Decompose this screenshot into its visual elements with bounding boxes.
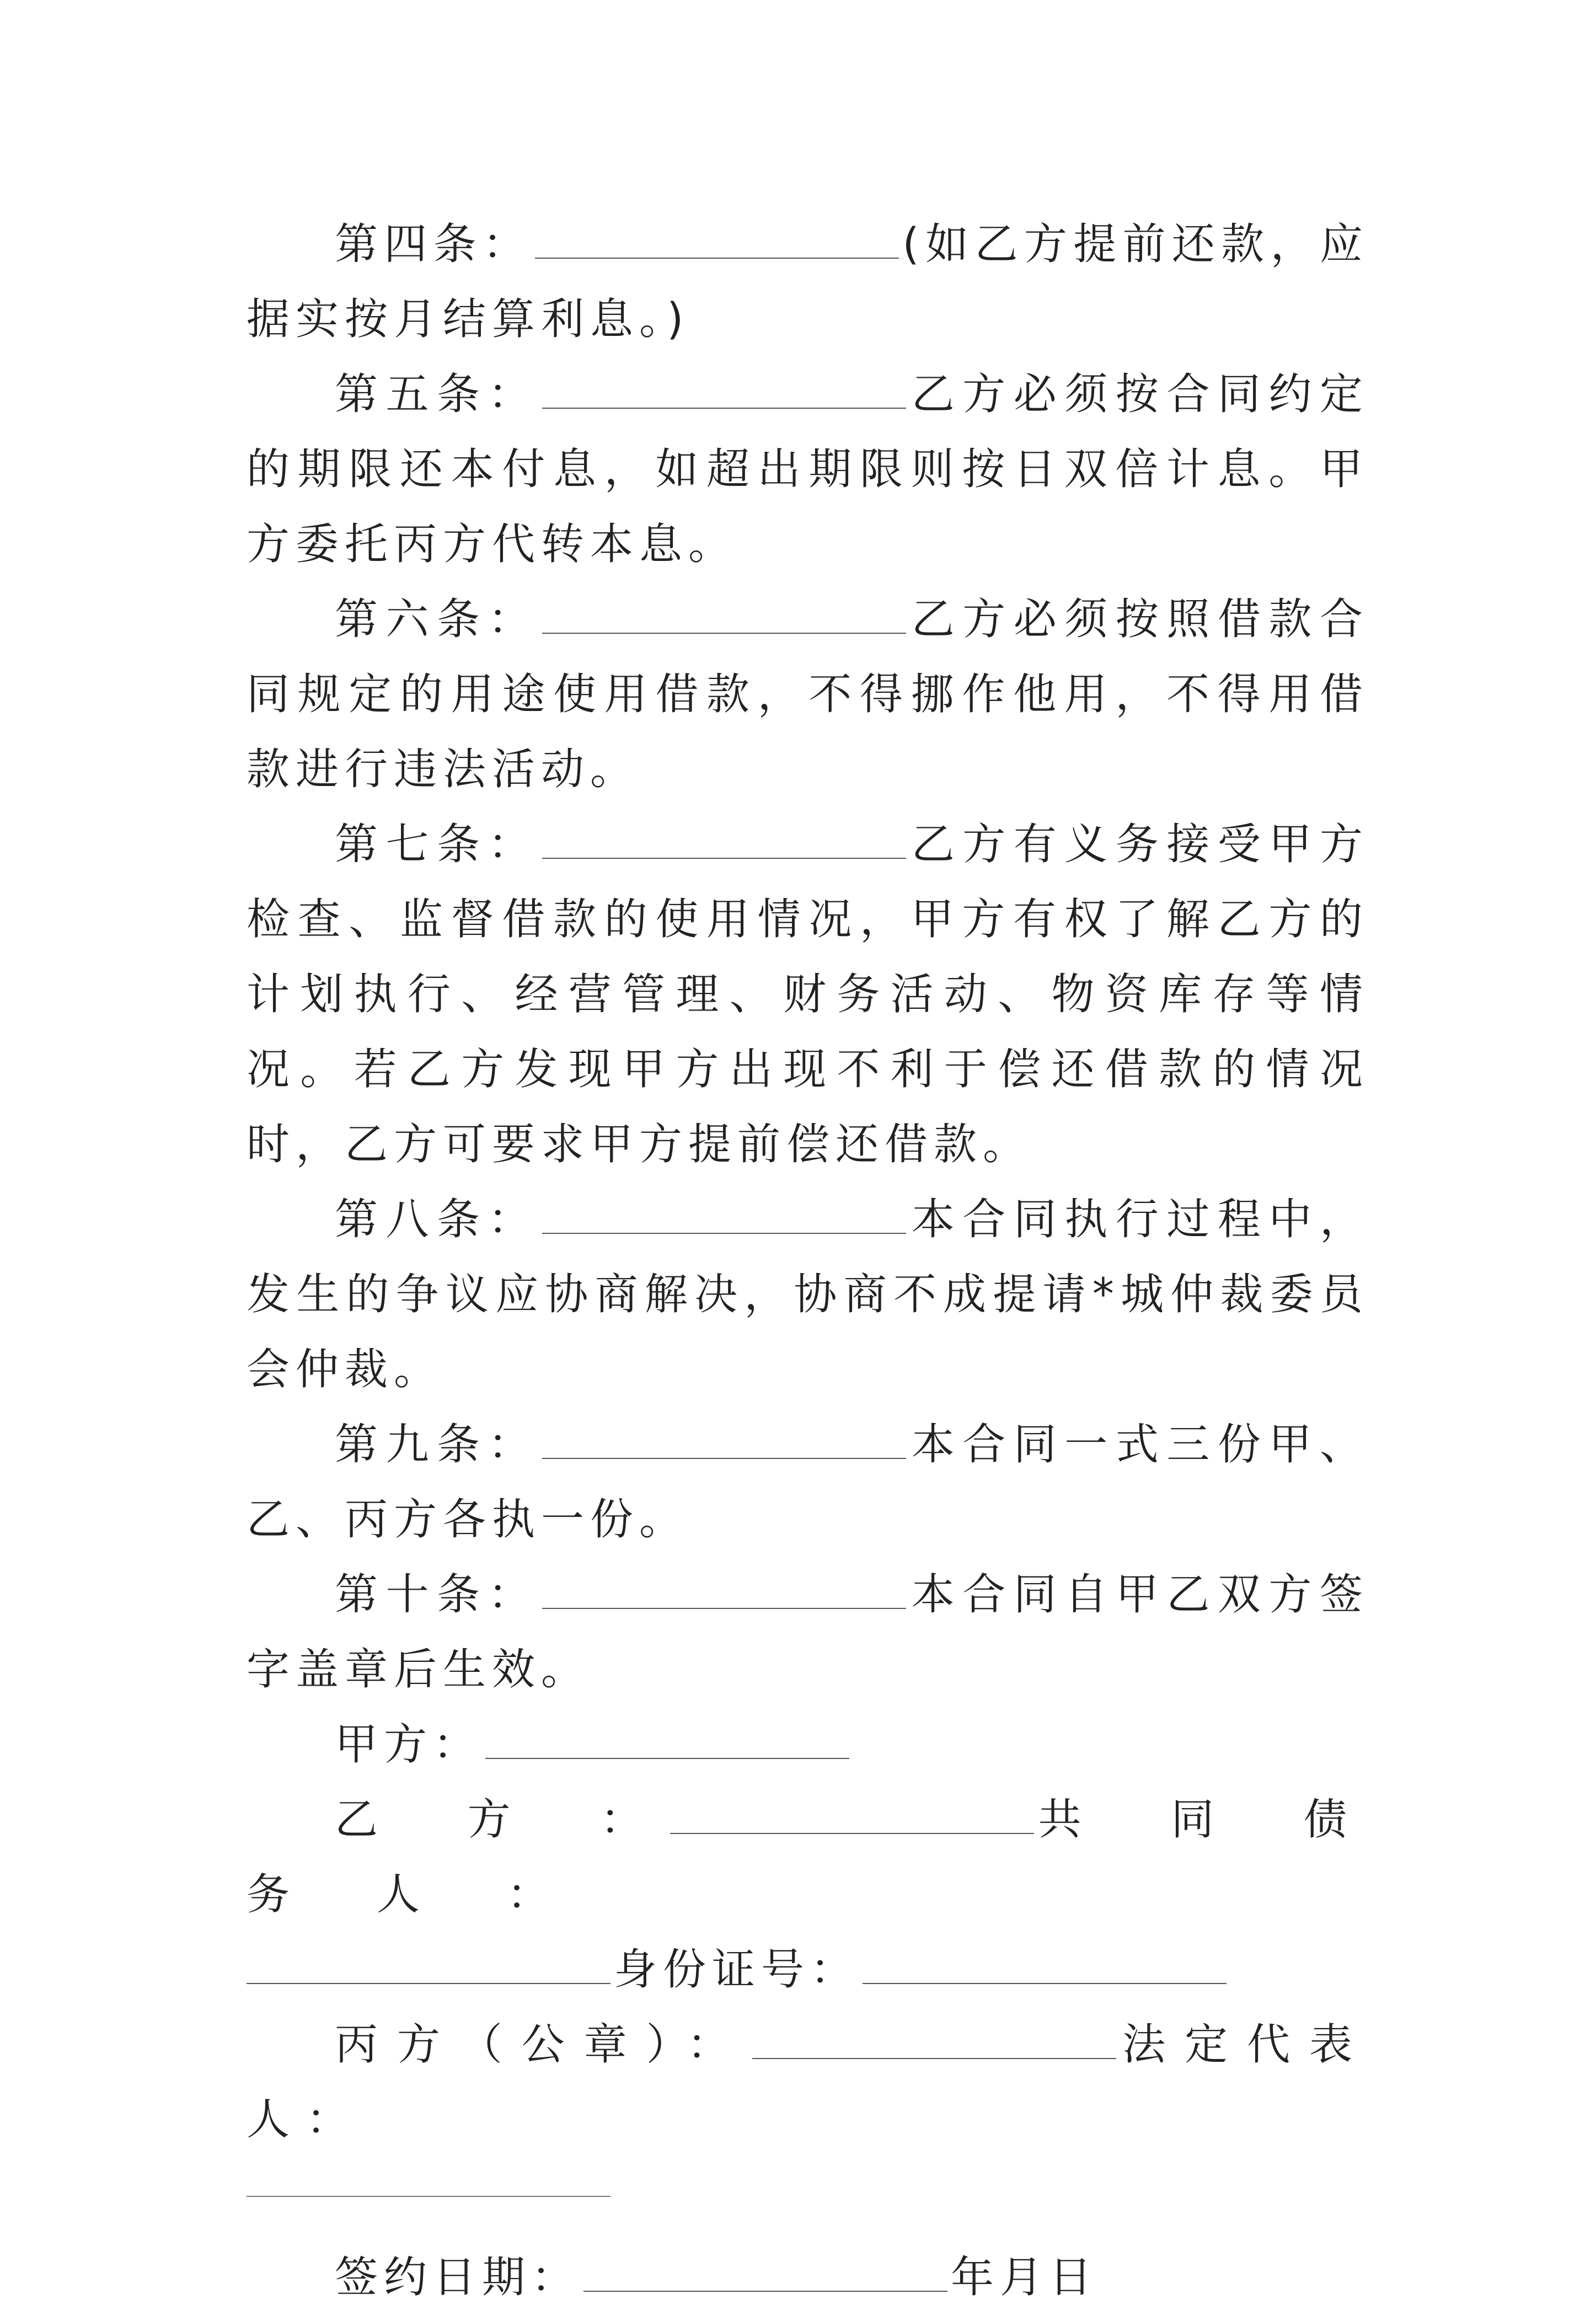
party-a-line: [247, 1707, 1369, 1782]
clause-text: 乙方有义务接受甲方检查、监督借款的使用情况，甲方有权了解乙方的计划执行、经营管理、财务活动、物资库存等情况。若乙方发现甲方出现不利于偿还借款的情况时，乙方可要求甲方提前偿还借款。: [247, 820, 1369, 1169]
blank-line: [542, 822, 906, 859]
clause-5: [247, 357, 1369, 582]
clause-text: (如乙方提前还款，应据实按月结算利息。): [247, 220, 1369, 344]
co-debtor-label: 共 同 债 务 人 ：: [247, 1795, 1434, 1920]
blank-line: [542, 1573, 906, 1609]
blank-line: [542, 1423, 906, 1459]
clause-head: 第六条：: [335, 595, 539, 644]
clause-9: [247, 1407, 1369, 1557]
party-a-blank: [485, 1723, 849, 1759]
sign-date-line: [247, 2240, 1369, 2315]
party-c-line: [247, 2007, 1369, 2157]
clause-head: 第十条：: [335, 1570, 539, 1619]
legal-rep-blank: [247, 2196, 610, 2197]
party-a-label: 甲方：: [335, 1720, 483, 1769]
party-c-blank: [752, 2023, 1116, 2059]
id-number-blank: [863, 1948, 1227, 1984]
party-c-label: 丙方（公章）：: [335, 2020, 749, 2070]
clause-6: [247, 582, 1369, 807]
id-number-label: 身份证号：: [614, 1945, 860, 1995]
legal-rep-label: 法定代表人：: [247, 2020, 1369, 2145]
clause-text: 本合同自甲乙双方签字盖章后生效。: [247, 1570, 1369, 1694]
blank-line: [535, 222, 899, 259]
clause-10: [247, 1557, 1369, 1707]
sign-date-blank: [583, 2255, 947, 2292]
clause-head: 第八条：: [335, 1195, 539, 1244]
clause-head: 第五条：: [335, 370, 539, 419]
party-b-line: [247, 1782, 1434, 1932]
party-b-label: 乙 方 ：: [335, 1795, 667, 1844]
clause-text: 乙方必须按合同约定的期限还本付息，如超出期限则按日双倍计息。甲方委托丙方代转本息。: [247, 370, 1369, 569]
party-b-blank: [670, 1798, 1034, 1834]
blank-line: [542, 597, 906, 634]
clause-7: [247, 807, 1369, 1182]
blank-line: [542, 1197, 906, 1234]
sign-date-label: 签约日期：: [335, 2253, 581, 2302]
clause-head: 第九条：: [335, 1420, 539, 1469]
co-debtor-blank: [247, 1948, 610, 1984]
clause-head: 第四条：: [335, 220, 532, 269]
clause-head: 第七条：: [335, 820, 539, 869]
blank-line: [542, 372, 906, 409]
clause-4: [247, 207, 1369, 357]
contract-body: [247, 207, 1434, 2315]
clause-text: 乙方必须按照借款合同规定的用途使用借款，不得挪作他用，不得用借款进行违法活动。: [247, 595, 1369, 794]
date-suffix: 年月日: [951, 2253, 1099, 2302]
clause-text: 本合同执行过程中，发生的争议应协商解决，协商不成提请*城仲裁委员会仲裁。: [247, 1195, 1369, 1394]
clause-text: 本合同一式三份甲、乙、丙方各执一份。: [247, 1420, 1369, 1544]
clause-8: [247, 1182, 1369, 1407]
id-line: [247, 1932, 1369, 2007]
